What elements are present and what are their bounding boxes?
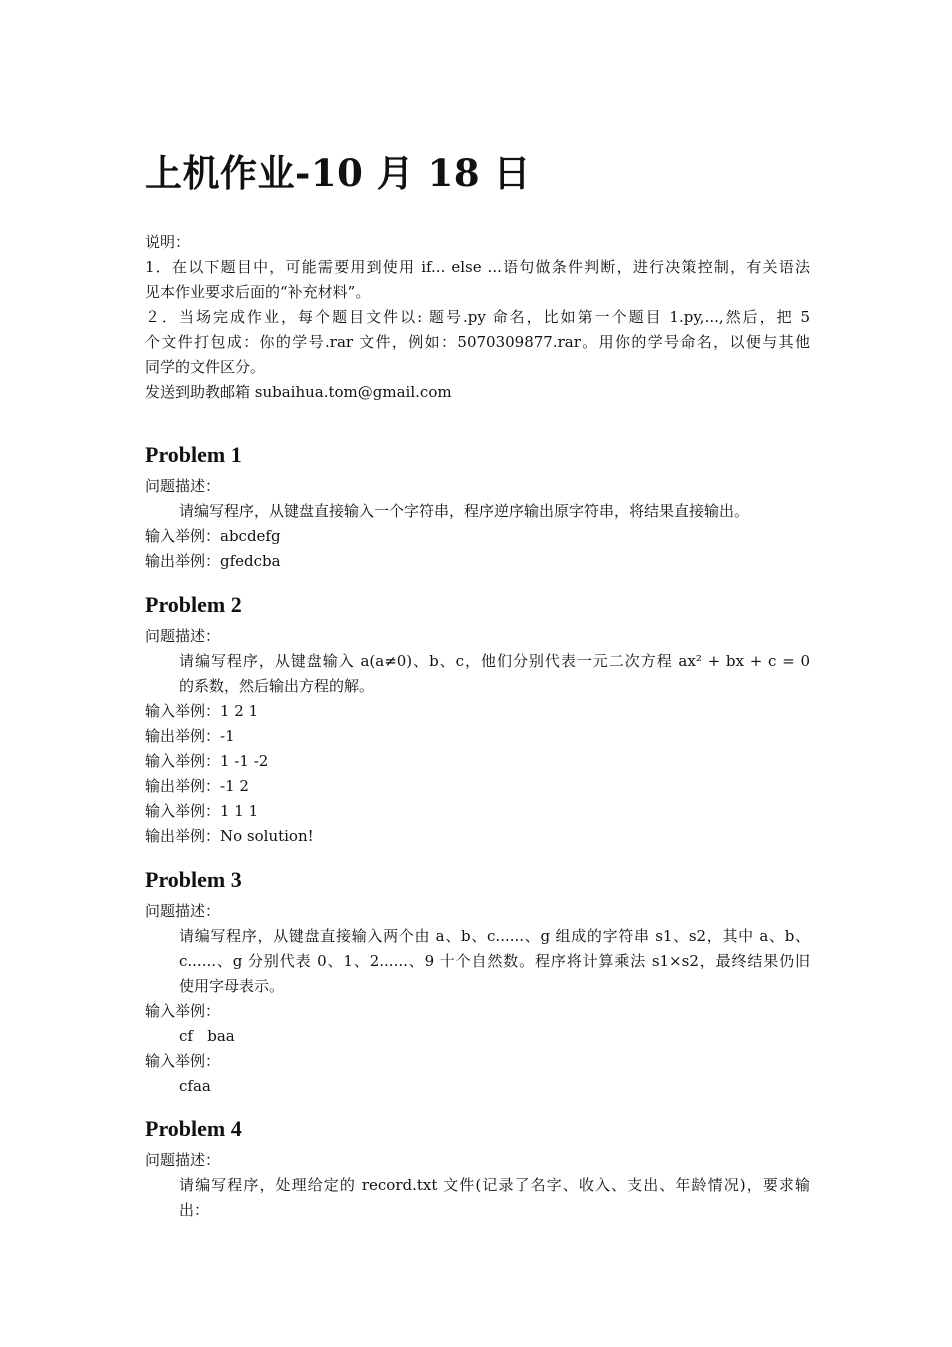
problem-1-heading: Problem 1	[145, 442, 242, 467]
problem-3-desc-line3: 使用字母表示。	[179, 977, 285, 995]
problem-4-heading: Problem 4	[145, 1116, 242, 1141]
problem-4-desc-line2: 出：	[179, 1201, 210, 1219]
intro-item1-line2: 见本作业要求后面的“补充材料”。	[145, 283, 371, 301]
problem-1-desc-label: 问题描述：	[145, 477, 221, 495]
problem-2	[145, 590, 810, 849]
problem-3-input-value-1: cf baa	[179, 1027, 235, 1045]
intro-section	[145, 230, 810, 405]
problem-4	[145, 1114, 810, 1223]
problem-3-input-label-2: 输入举例：	[145, 1052, 221, 1070]
intro-item2-line2: 个文件打包成：你的学号.rar 文件，例如：5070309877.rar。用你的学号命名，以便与其他	[145, 333, 810, 351]
problem-2-input-3: 输入举例：1 1 1	[145, 802, 259, 820]
problem-2-input-1: 输入举例：1 2 1	[145, 702, 259, 720]
problem-2-desc-line2: 的系数，然后输出方程的解。	[179, 677, 375, 695]
page-title: 上机作业-10 月 18 日	[145, 151, 531, 195]
problem-3-input-label-1: 输入举例：	[145, 1002, 221, 1020]
problem-2-output-3: 输出举例：No solution!	[145, 827, 314, 845]
problem-1-output: 输出举例：gfedcba	[145, 552, 281, 570]
problem-2-output-1: 输出举例：-1	[145, 727, 235, 745]
intro-label: 说明：	[145, 233, 191, 251]
problem-2-input-2: 输入举例：1 -1 -2	[145, 752, 269, 770]
problem-3-desc-line1: 请编写程序，从键盘直接输入两个由 a、b、c......、g 组成的字符串 s1、s2，其中 a、b、	[179, 927, 810, 945]
problem-2-desc-label: 问题描述：	[145, 627, 221, 645]
problem-2-desc-line1: 请编写程序，从键盘输入 a(a≠0)、b、c，他们分别代表一元二次方程 ax² + bx + c = 0	[179, 652, 810, 670]
problem-2-heading: Problem 2	[145, 592, 242, 617]
intro-item2-line1: ２．当场完成作业，每个题目文件以: 题号.py 命名，比如第一个题目 1.py,...,然后，把 5	[145, 308, 810, 326]
problem-3-heading: Problem 3	[145, 867, 242, 892]
problem-4-desc-line1: 请编写程序，处理给定的 record.txt 文件(记录了名字、收入、支出、年龄情况)，要求输	[179, 1176, 810, 1194]
problem-1-desc: 请编写程序，从键盘直接输入一个字符串，程序逆序输出原字符串，将结果直接输出。	[179, 502, 750, 520]
problem-3-desc-line2: c......、g 分别代表 0、1、2......、9 十个自然数。程序将计算乘法 s1×s2，最终结果仍旧	[179, 952, 810, 970]
problem-1-input: 输入举例：abcdefg	[145, 527, 281, 545]
problem-3	[145, 865, 810, 1099]
problem-4-desc-label: 问题描述：	[145, 1151, 221, 1169]
problem-3-desc-label: 问题描述：	[145, 902, 221, 920]
problem-2-output-2: 输出举例：-1 2	[145, 777, 249, 795]
intro-send-email: 发送到助教邮箱 subaihua.tom@gmail.com	[145, 383, 452, 401]
problem-1	[145, 440, 810, 574]
problem-3-input-value-2: cfaa	[179, 1077, 211, 1095]
intro-item1-line1: 1．在以下题目中，可能需要用到使用 if... else ...语句做条件判断，进行决策控制，有关语法	[145, 258, 810, 276]
intro-item2-line3: 同学的文件区分。	[145, 358, 266, 376]
